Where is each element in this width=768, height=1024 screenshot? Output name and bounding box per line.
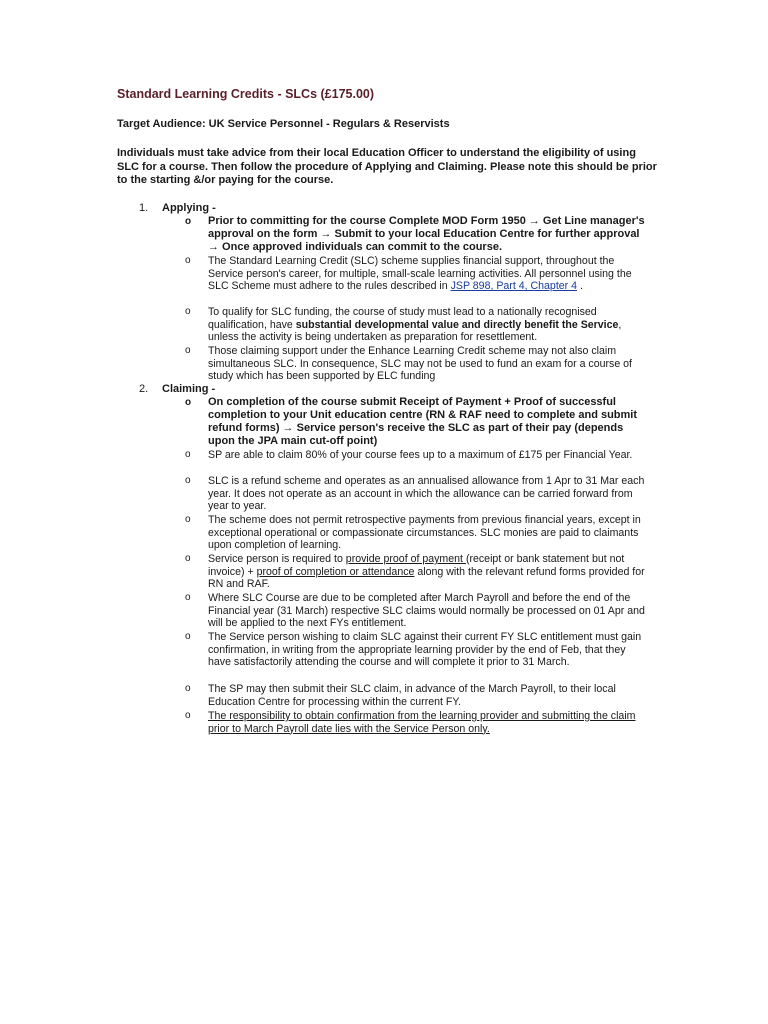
claiming-bullet-7: o The Service person wishing to claim SLC against their current FY SLC entitlement must gain confirmation, in writing from the appropriate learning provider by the end of Feb, that they have satisfactorily attending the course and will complete it prior to 31 March. xyxy=(185,631,642,669)
list-item-claiming xyxy=(117,383,215,395)
bullet-marker: o xyxy=(185,683,191,694)
bullet-marker: o xyxy=(185,710,191,721)
applying-bullet-2: o The Standard Learning Credit (SLC) scheme supplies financial support, throughout the Service person's career, for multiple, small-scale learning activities. All personnel using the SLC Scheme must adhere to the rules described in JSP 898, Part 4, Chapter 4 . xyxy=(185,255,632,293)
claiming-bullet-6: o Where SLC Course are due to be completed after March Payroll and before the end of the Financial year (31 March) respective SLC claims would normally be processed on 01 Apr and will be applied to the next FYs entitlement. xyxy=(185,592,645,630)
bullet-marker: o xyxy=(185,216,192,227)
bullet-marker: o xyxy=(185,631,191,642)
page-title: Standard Learning Credits - SLCs (£175.00) xyxy=(117,87,375,101)
claiming-bullet-5: o Service person is required to provide proof of payment (receipt or bank statement but not invoice) + proof of completion or attendance along with the relevant refund forms provided for RN and RAF. xyxy=(185,553,645,591)
jsp-898-link[interactable]: JSP 898, Part 4, Chapter 4 xyxy=(450,280,578,293)
list-number: 2. xyxy=(139,383,149,395)
intro-paragraph: Individuals must take advice from their local Education Officer to understand the eligibility of using SLC for a course. Then follow the procedure of Applying and Claiming. Please note this should be prior to the starting &/or paying for the course. xyxy=(117,147,657,186)
bullet-marker: o xyxy=(185,553,191,564)
list-label: Applying - xyxy=(162,202,216,214)
bullet-marker: o xyxy=(185,345,191,356)
claiming-bullet-3: o SLC is a refund scheme and operates as an annualised allowance from 1 Apr to 31 Mar each year. It does not operate as an account in which the allowance can be carried forward from year to year. xyxy=(185,475,645,513)
list-label: Claiming - xyxy=(162,383,216,395)
claiming-bullet-9: o The responsibility to obtain confirmation from the learning provider and submitting the claim prior to March Payroll date lies with the Service Person only. xyxy=(185,710,636,735)
bullet-marker: o xyxy=(185,475,191,486)
bullet-marker: o xyxy=(185,397,192,408)
bullet-marker: o xyxy=(185,449,191,460)
claiming-bullet-2: o SP are able to claim 80% of your course fees up to a maximum of £175 per Financial Year. xyxy=(185,449,633,461)
applying-bullet-4: o Those claiming support under the Enhance Learning Credit scheme may not also claim simultaneous SLC. In consequence, SLC may not be used to fund an exam for a course of study which has been supported by ELC funding xyxy=(185,345,632,383)
bullet-marker: o xyxy=(185,514,191,525)
applying-bullet-3: o To qualify for SLC funding, the course of study must lead to a nationally recognised qualification, have substantial developmental value and directly benefit the Service, unless the activity is being undertaken as preparation for resettlement. xyxy=(185,306,622,344)
list-item-applying xyxy=(117,202,216,214)
claiming-bullet-4: o The scheme does not permit retrospective payments from previous financial years, except in exceptional operational or compassionate circumstances. SLC monies are paid to claimants upon completion of learning. xyxy=(185,514,641,552)
claiming-bullet-1: o On completion of the course submit Receipt of Payment + Proof of successful completion to your Unit education centre (RN & RAF need to complete and submit refund forms) → Service person's receive the SLC as part of their pay (depends upon the JPA main cut-off point) xyxy=(185,396,638,447)
bullet-marker: o xyxy=(185,592,191,603)
list-number: 1. xyxy=(139,202,149,214)
bullet-marker: o xyxy=(185,306,191,317)
applying-bullet-1: o Prior to committing for the course Complete MOD Form 1950 → Get Line manager's approval on the form → Submit to your local Education Centre for further approval → Once approved individuals can commit to the course. xyxy=(185,215,645,253)
target-audience: Target Audience: UK Service Personnel - Regulars & Reservists xyxy=(117,118,450,130)
bullet-marker: o xyxy=(185,255,191,266)
claiming-bullet-8: o The SP may then submit their SLC claim, in advance of the March Payroll, to their local Education Centre for processing within the current FY. xyxy=(185,683,616,708)
